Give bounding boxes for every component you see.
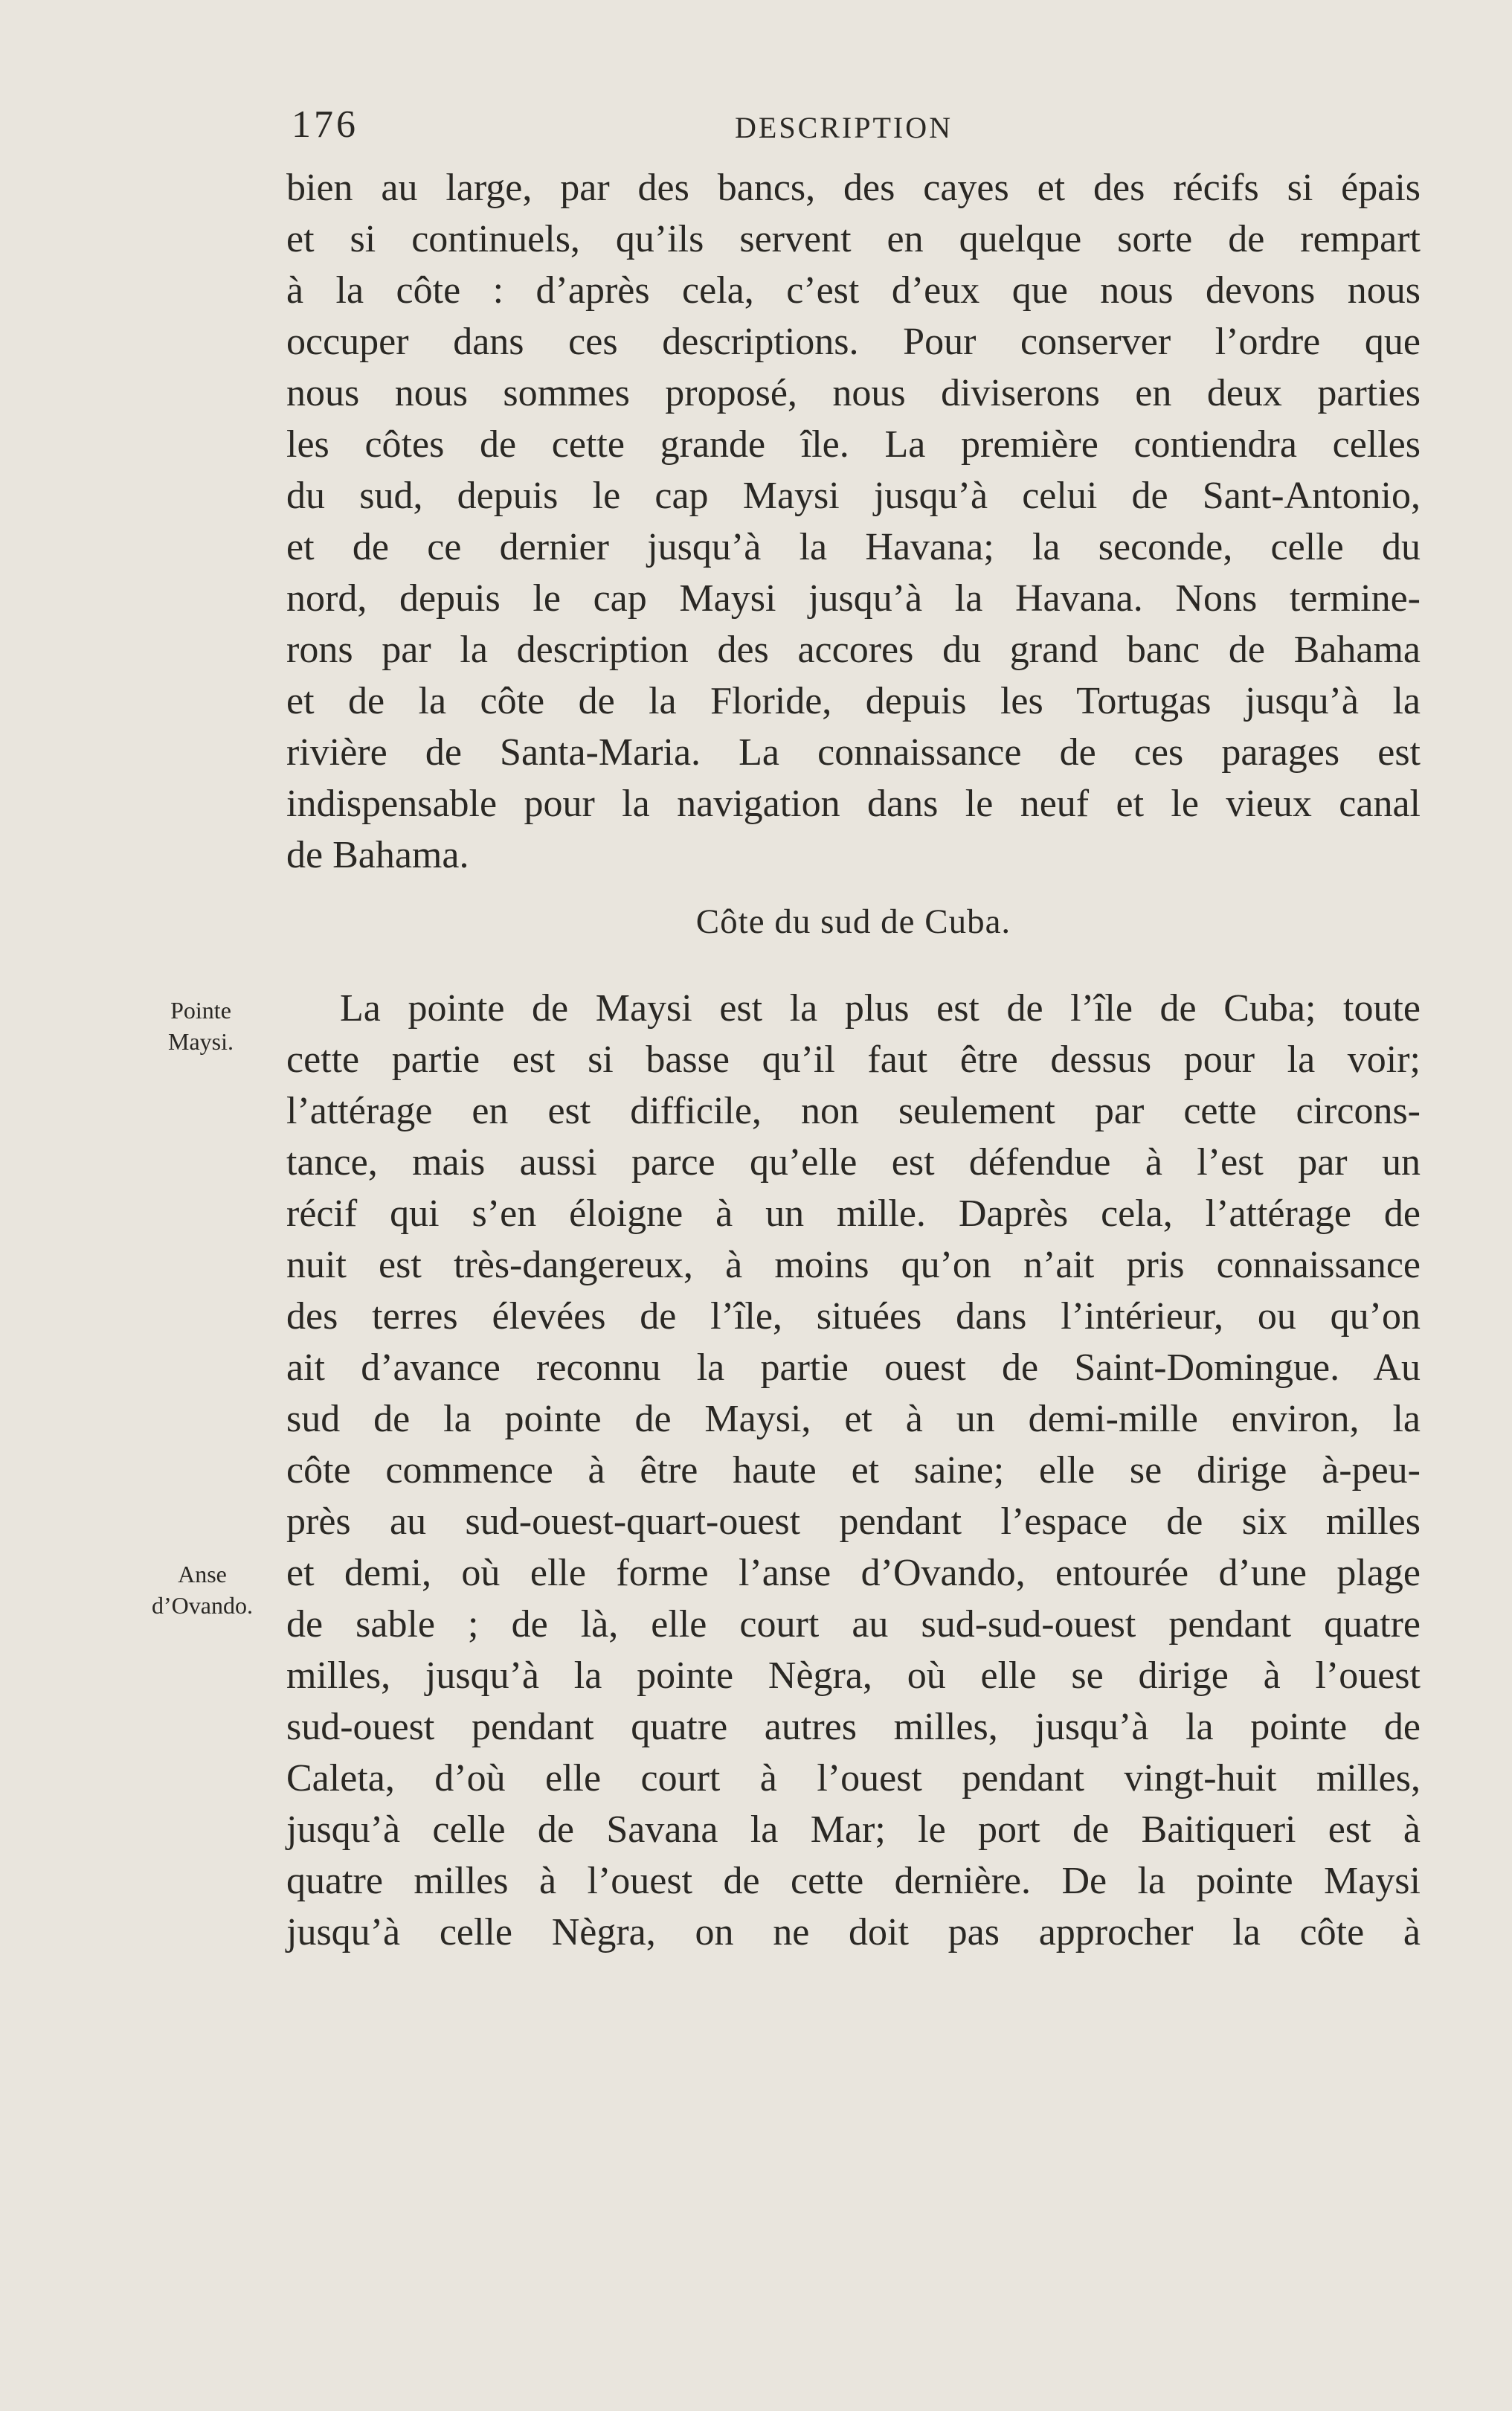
text-line: du sud, depuis le cap Maysi jusqu’à celui de Sant-Antonio, <box>286 475 1421 517</box>
paragraph-1 <box>286 162 1421 881</box>
text-line: cette partie est si basse qu’il faut être dessus pour la voir; <box>286 1038 1421 1081</box>
margin-note-anse-ovando <box>139 1558 266 1621</box>
text-line: rons par la description des accores du grand banc de Bahama <box>286 629 1421 671</box>
text-line: indispensable pour la navigation dans le neuf et le vieux canal <box>286 783 1421 825</box>
text-line: quatre milles à l’ouest de cette dernière. De la pointe Maysi <box>286 1860 1421 1902</box>
paragraph-2 <box>286 983 1421 1958</box>
text-line: à la côte : d’après cela, c’est d’eux que nous devons nous <box>286 269 1421 312</box>
text-line: de Bahama. <box>286 834 469 876</box>
text-line: récif qui s’en éloigne à un mille. Daprès cela, l’attérage de <box>286 1192 1421 1235</box>
text-line: et de ce dernier jusqu’à la Havana; la seconde, celle du <box>286 526 1421 568</box>
text-line: de sable ; de là, elle court au sud-sud-ouest pendant quatre <box>286 1603 1421 1646</box>
text-line: côte commence à être haute et saine; elle se dirige à-peu- <box>286 1449 1421 1492</box>
text-line: occuper dans ces descriptions. Pour conserver l’ordre que <box>286 321 1421 363</box>
text-line: nuit est très-dangereux, à moins qu’on n’ait pris connaissance <box>286 1244 1421 1286</box>
text-line: bien au large, par des bancs, des cayes et des récifs si épais <box>286 167 1421 209</box>
margin-note-pointe-maysi <box>138 995 264 1057</box>
text-line: nord, depuis le cap Maysi jusqu’à la Havana. Nons termine- <box>286 577 1421 620</box>
text-line: La pointe de Maysi est la plus est de l’île de Cuba; toute <box>340 987 1421 1030</box>
text-line: et si continuels, qu’ils servent en quelque sorte de rempart <box>286 218 1421 260</box>
running-head: DESCRIPTION <box>735 111 953 144</box>
margin-note-line: d’Ovando. <box>152 1592 253 1619</box>
text-line: et demi, où elle forme l’anse d’Ovando, entourée d’une plage <box>286 1552 1421 1594</box>
text-line: des terres élevées de l’île, situées dans l’intérieur, ou qu’on <box>286 1295 1421 1338</box>
margin-note-line: Maysi. <box>168 1028 234 1055</box>
page-number: 176 <box>292 103 358 146</box>
text-line: tance, mais aussi parce qu’elle est défendue à l’est par un <box>286 1141 1421 1184</box>
text-line: rivière de Santa-Maria. La connaissance de ces parages est <box>286 731 1421 774</box>
margin-note-line: Pointe <box>170 997 231 1024</box>
text-line: les côtes de cette grande île. La première contiendra celles <box>286 423 1421 466</box>
text-line: près au sud-ouest-quart-ouest pendant l’espace de six milles <box>286 1500 1421 1543</box>
text-line: nous nous sommes proposé, nous diviserons en deux parties <box>286 372 1421 414</box>
text-line: sud-ouest pendant quatre autres milles, jusqu’à la pointe de <box>286 1706 1421 1748</box>
text-line: jusqu’à celle Nègra, on ne doit pas approcher la côte à <box>286 1911 1421 1953</box>
section-heading: Côte du sud de Cuba. <box>695 902 1011 941</box>
text-line: sud de la pointe de Maysi, et à un demi-mille environ, la <box>286 1398 1421 1440</box>
text-line: l’attérage en est difficile, non seulement par cette circons- <box>286 1090 1421 1132</box>
text-line: milles, jusqu’à la pointe Nègra, où elle se dirige à l’ouest <box>286 1654 1421 1697</box>
text-line: Caleta, d’où elle court à l’ouest pendant vingt-huit milles, <box>286 1757 1421 1800</box>
text-line: et de la côte de la Floride, depuis les Tortugas jusqu’à la <box>286 680 1421 722</box>
text-line: ait d’avance reconnu la partie ouest de Saint-Domingue. Au <box>286 1346 1421 1389</box>
margin-note-line: Anse <box>178 1561 227 1587</box>
text-line: jusqu’à celle de Savana la Mar; le port de Baitiqueri est à <box>286 1808 1421 1851</box>
